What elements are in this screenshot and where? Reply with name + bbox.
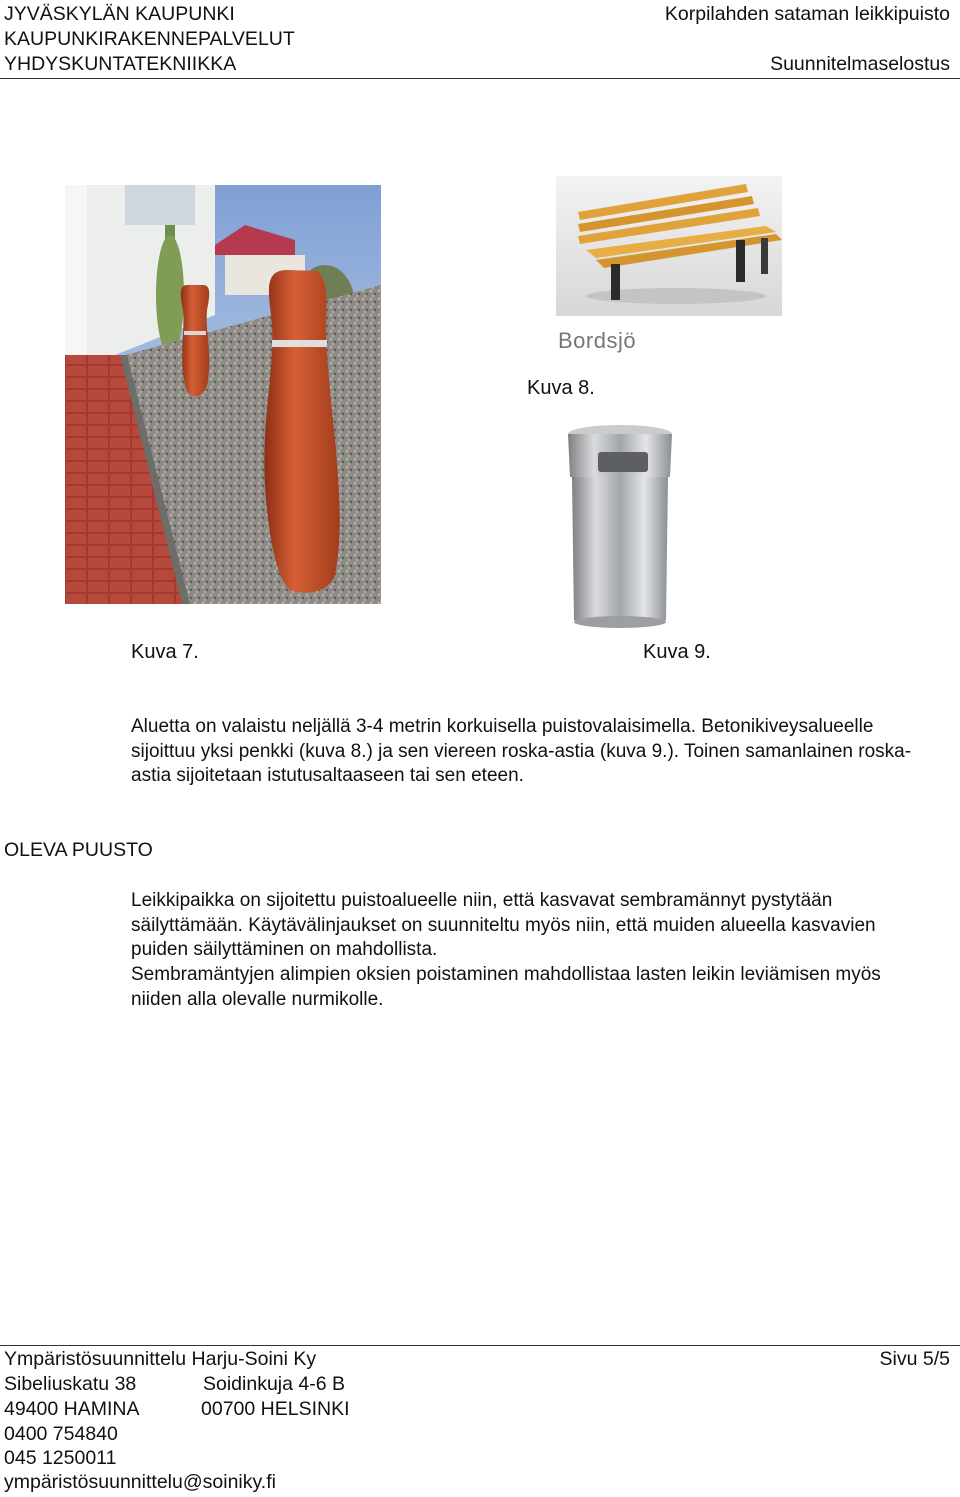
figure-9-image <box>560 422 680 632</box>
footer-rule <box>0 1345 960 1346</box>
footer-address1-street: Sibeliuskatu 38 <box>4 1373 137 1395</box>
figure-8-image <box>556 176 782 316</box>
bench-illustration <box>556 176 782 316</box>
footer-address2-city: 00700 HELSINKI <box>201 1398 350 1420</box>
figure-8-caption: Kuva 8. <box>527 377 595 399</box>
bench-product-label: Bordsjö <box>558 328 637 353</box>
figure-9-caption: Kuva 9. <box>643 641 711 663</box>
section-heading-existing-trees: OLEVA PUUSTO <box>4 839 153 861</box>
bollard-photo-illustration <box>65 185 381 604</box>
unit-name: YHDYSKUNTATEKNIIKKA <box>4 53 237 75</box>
footer-company: Ympäristösuunnittelu Harju-Soini Ky <box>4 1348 317 1370</box>
figure-7-caption: Kuva 7. <box>131 641 199 663</box>
footer-email: ympäristösuunnittelu@soiniky.fi <box>4 1471 276 1493</box>
footer-address1-city: 49400 HAMINA <box>4 1398 140 1420</box>
footer-phone-2: 045 1250011 <box>4 1447 117 1469</box>
waste-bin-illustration <box>560 422 680 632</box>
pine-pruning-paragraph: Sembramäntyjen alimpien oksien poistaminen mahdollistaa lasten leikin leviämisen myös niiden alla olevalle nurmikolle. <box>131 964 881 1010</box>
footer-page-number: Sivu 5/5 <box>879 1348 950 1370</box>
organization-name: JYVÄSKYLÄN KAUPUNKI <box>4 3 235 25</box>
existing-trees-paragraph: Leikkipaikka on sijoitettu puistoalueelle niin, että kasvavat sembramännyt pystytään säilyttämään. Käytävälinjaukset on suunniteltu myös niin, että muiden alueella kasvavien puiden säilyttäminen on mahdollista. <box>131 890 876 960</box>
lighting-and-furniture-paragraph: Aluetta on valaistu neljällä 3-4 metrin korkuisella puistovalaisimella. Betonikiveysalueelle sijoittuu yksi penkki (kuva 8.) ja sen viereen roska-astia (kuva 9.). Toinen samanlainen roska-astia sijoitetaan istutusaltaaseen tai sen eteen. <box>131 716 912 786</box>
department-name: KAUPUNKIRAKENNEPALVELUT <box>4 28 295 50</box>
project-title: Korpilahden sataman leikkipuisto <box>664 3 950 25</box>
document-type: Suunnitelmaselostus <box>770 53 950 75</box>
footer-address2-street: Soidinkuja 4-6 B <box>203 1373 346 1395</box>
header-rule <box>0 78 960 79</box>
footer-phone-1: 0400 754840 <box>4 1423 118 1445</box>
figure-7-photo <box>65 185 381 604</box>
